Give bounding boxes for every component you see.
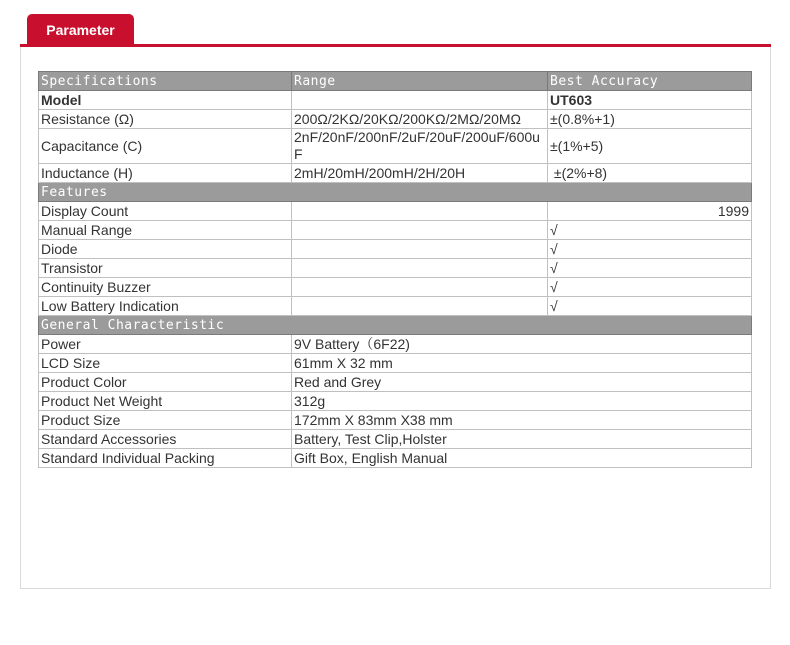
table-row xyxy=(39,91,752,110)
table-row xyxy=(39,449,752,468)
feature-empty xyxy=(292,259,548,278)
table-row xyxy=(39,164,752,183)
feature-name: Diode xyxy=(39,240,292,259)
spec-table xyxy=(38,71,752,468)
table-row xyxy=(39,430,752,449)
general-value: 61mm X 32 mm xyxy=(292,354,752,373)
feature-empty xyxy=(292,240,548,259)
table-row xyxy=(39,259,752,278)
check-icon: √ xyxy=(548,240,752,259)
check-icon: √ xyxy=(548,278,752,297)
feature-name: Continuity Buzzer xyxy=(39,278,292,297)
spec-range: 2nF/20nF/200nF/2uF/20uF/200uF/600uF xyxy=(292,129,548,164)
general-name: Power xyxy=(39,335,292,354)
header-features: Features xyxy=(39,183,752,202)
general-name: Product Size xyxy=(39,411,292,430)
general-value: 312g xyxy=(292,392,752,411)
table-row xyxy=(39,240,752,259)
feature-empty xyxy=(292,221,548,240)
general-value: 9V Battery（6F22) xyxy=(292,335,752,354)
spec-header-row xyxy=(39,72,752,91)
feature-name: Display Count xyxy=(39,202,292,221)
feature-name: Manual Range xyxy=(39,221,292,240)
general-value: Battery, Test Clip,Holster xyxy=(292,430,752,449)
table-row xyxy=(39,221,752,240)
feature-empty xyxy=(292,297,548,316)
feature-name: Low Battery Indication xyxy=(39,297,292,316)
spec-value: UT603 xyxy=(548,91,752,110)
general-name: Product Net Weight xyxy=(39,392,292,411)
table-row xyxy=(39,278,752,297)
table-row xyxy=(39,373,752,392)
check-icon: √ xyxy=(548,259,752,278)
spec-name: Model xyxy=(39,91,292,110)
header-best-accuracy: Best Accuracy xyxy=(548,72,752,91)
general-name: Standard Accessories xyxy=(39,430,292,449)
table-row xyxy=(39,110,752,129)
header-general-characteristic: General Characteristic xyxy=(39,316,752,335)
table-row xyxy=(39,392,752,411)
spec-range: 2mH/20mH/200mH/2H/20H xyxy=(292,164,548,183)
table-row xyxy=(39,411,752,430)
feature-empty xyxy=(292,202,548,221)
table-row xyxy=(39,129,752,164)
spec-name: Resistance (Ω) xyxy=(39,110,292,129)
spec-range: 200Ω/2KΩ/20KΩ/200KΩ/2MΩ/20MΩ xyxy=(292,110,548,129)
spec-value: ±(0.8%+1) xyxy=(548,110,752,129)
header-range: Range xyxy=(292,72,548,91)
general-name: LCD Size xyxy=(39,354,292,373)
feature-name: Transistor xyxy=(39,259,292,278)
spec-value: ±(2%+8) xyxy=(548,164,752,183)
check-icon: √ xyxy=(548,221,752,240)
general-name: Product Color xyxy=(39,373,292,392)
spec-name: Capacitance (C) xyxy=(39,129,292,164)
header-specifications: Specifications xyxy=(39,72,292,91)
general-name: Standard Individual Packing xyxy=(39,449,292,468)
general-value: Red and Grey xyxy=(292,373,752,392)
table-row xyxy=(39,354,752,373)
table-row xyxy=(39,202,752,221)
table-row xyxy=(39,297,752,316)
tab-parameter[interactable] xyxy=(27,14,134,46)
feature-empty xyxy=(292,278,548,297)
spec-range xyxy=(292,91,548,110)
tab-parameter-label: Parameter xyxy=(46,22,115,38)
table-row xyxy=(39,335,752,354)
features-header-row xyxy=(39,183,752,202)
spec-name: Inductance (H) xyxy=(39,164,292,183)
spec-value: ±(1%+5) xyxy=(548,129,752,164)
general-header-row xyxy=(39,316,752,335)
feature-value: 1999 xyxy=(548,202,752,221)
check-icon: √ xyxy=(548,297,752,316)
general-value: Gift Box, English Manual xyxy=(292,449,752,468)
general-value: 172mm X 83mm X38 mm xyxy=(292,411,752,430)
